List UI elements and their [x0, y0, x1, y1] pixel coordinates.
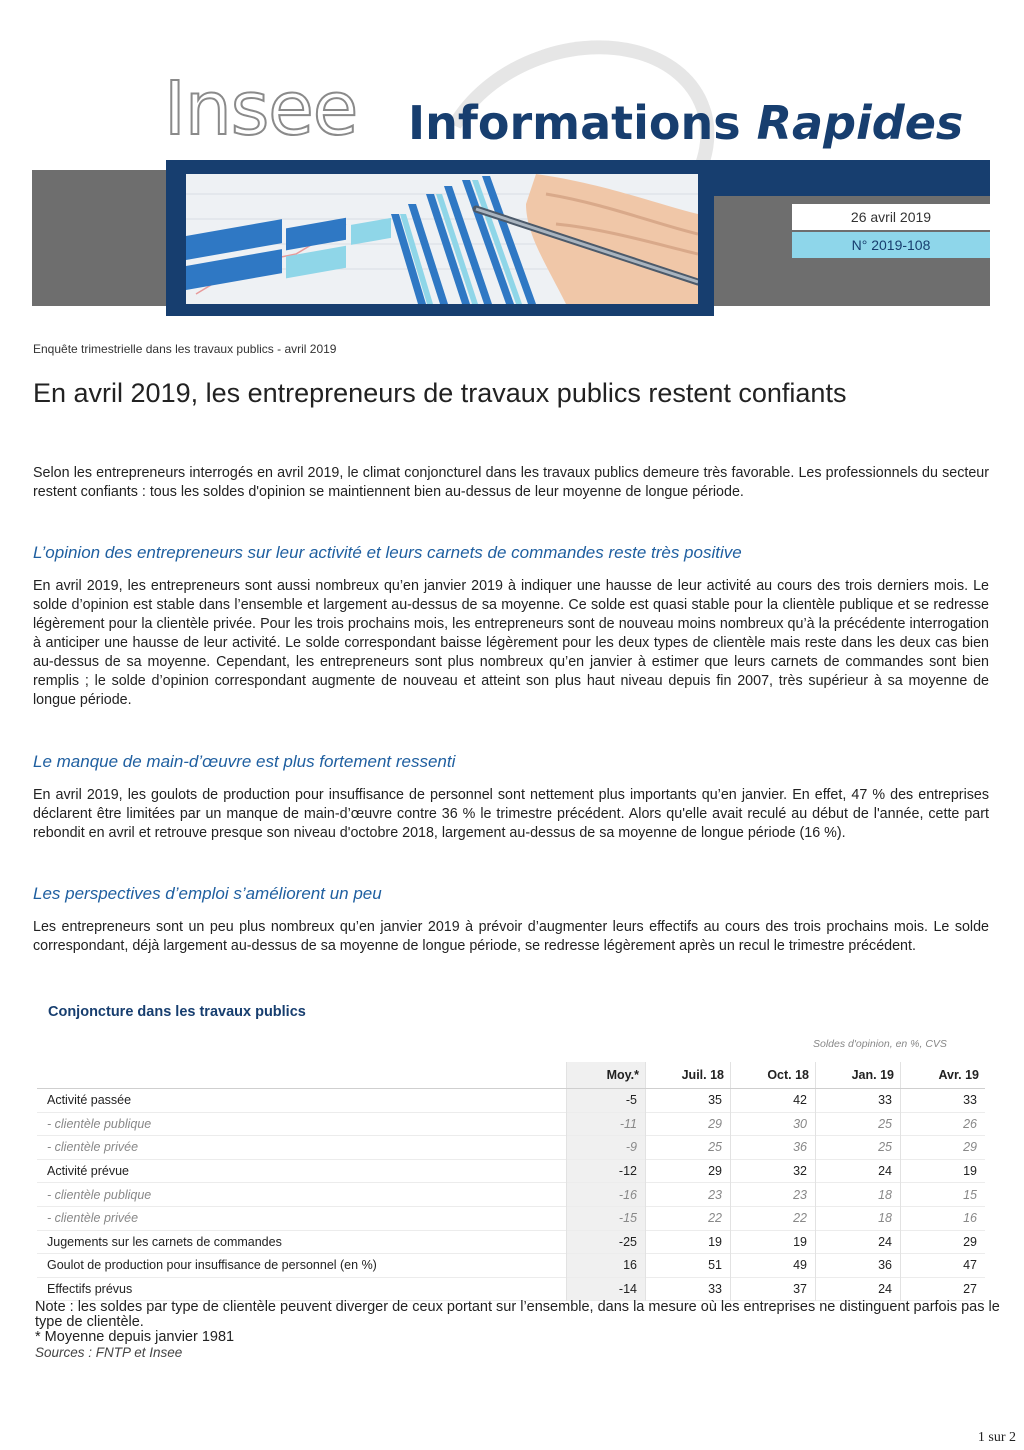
- insee-logo: Insee: [164, 66, 358, 152]
- table-cell: -9: [567, 1136, 646, 1160]
- table-cell: 29: [646, 1159, 731, 1183]
- table-header-row: [37, 1062, 985, 1089]
- average-footnote: * Moyenne depuis janvier 1981: [35, 1329, 235, 1345]
- row-label: - clientèle privée: [37, 1136, 567, 1160]
- table-header-cell: Moy.*: [567, 1062, 646, 1089]
- table-cell: 19: [731, 1230, 816, 1254]
- survey-kicker: Enquête trimestrielle dans les travaux publics - avril 2019: [33, 342, 337, 356]
- table-row: [37, 1206, 985, 1230]
- table-header-label: [37, 1062, 567, 1089]
- table-cell: 33: [816, 1089, 901, 1113]
- table-cell: 24: [816, 1277, 901, 1301]
- intro-paragraph: Selon les entrepreneurs interrogés en avril 2019, le climat conjoncturel dans les travaux publics demeure très favorable. Les professionnels du secteur restent confiants : tous les soldes d'opinion se maintiennent bien au-dessus de leur moyenne de longue période.: [33, 465, 989, 500]
- row-label: Activité prévue: [37, 1159, 567, 1183]
- section-heading-labour: Le manque de main-d’œuvre est plus fortement ressenti: [33, 752, 456, 771]
- table-cell: 18: [816, 1206, 901, 1230]
- table-row: [37, 1112, 985, 1136]
- table-title: Conjoncture dans les travaux publics: [48, 1004, 306, 1020]
- table-cell: 33: [646, 1277, 731, 1301]
- table-row: [37, 1277, 985, 1301]
- page-number: 1 sur 2: [977, 1430, 1016, 1445]
- table-cell: 25: [816, 1112, 901, 1136]
- section-body-activity: En avril 2019, les entrepreneurs sont aussi nombreux qu’en janvier 2019 à indiquer une hausse de leur activité au cours des trois derniers mois. Le solde d’opinion est stable dans l’ensemble et largement au-dessus de sa moyenne. Ce solde est quasi stable pour la clientèle publique et se redresse légèrement pour la clientèle privée. Pour les trois prochains mois, les entrepreneurs sont de nouveau moins nombreux qu’à la précédente interrogation à anticiper une hausse de leur activité. Le solde correspondant baisse légèrement pour les deux types de clientèle mais reste dans les deux cas bien au-dessus de sa moyenne. Cependant, les entrepreneurs sont plus nombreux qu’en janvier à estimer que leurs carnets de commandes sont bien remplis ; le solde d’opinion correspondant augmente de nouveau et atteint son plus haut niveau depuis fin 2007, très supérieur à sa moyenne de longue période.: [33, 578, 989, 708]
- table-cell: 36: [731, 1136, 816, 1160]
- table-row: [37, 1089, 985, 1113]
- publication-number: N° 2019-108: [792, 232, 990, 258]
- table-cell: 25: [816, 1136, 901, 1160]
- table-cell: -12: [567, 1159, 646, 1183]
- table-row: [37, 1254, 985, 1278]
- table-header-cell: Jan. 19: [816, 1062, 901, 1089]
- section-heading-activity: L’opinion des entrepreneurs sur leur activité et leurs carnets de commandes reste très positive: [33, 543, 742, 562]
- header-photo: [186, 174, 698, 304]
- conjuncture-table: [37, 1062, 985, 1301]
- publication-name-regular: Informations: [408, 96, 757, 150]
- table-cell: 47: [901, 1254, 986, 1278]
- table-header-cell: Avr. 19: [901, 1062, 986, 1089]
- table-row: [37, 1230, 985, 1254]
- table-cell: 26: [901, 1112, 986, 1136]
- table-cell: 42: [731, 1089, 816, 1113]
- table-cell: 49: [731, 1254, 816, 1278]
- table-cell: 25: [646, 1136, 731, 1160]
- row-label: Activité passée: [37, 1089, 567, 1113]
- table-cell: 35: [646, 1089, 731, 1113]
- table-cell: 23: [731, 1183, 816, 1207]
- table-cell: 32: [731, 1159, 816, 1183]
- table-cell: 30: [731, 1112, 816, 1136]
- row-label: Effectifs prévus: [37, 1277, 567, 1301]
- table-cell: 24: [816, 1230, 901, 1254]
- table-cell: 33: [901, 1089, 986, 1113]
- table-cell: 24: [816, 1159, 901, 1183]
- row-label: Goulot de production pour insuffisance de personnel (en %): [37, 1254, 567, 1278]
- chart-with-pen-illustration: [186, 174, 698, 304]
- table-cell: 36: [816, 1254, 901, 1278]
- table-body: [37, 1089, 985, 1301]
- table-row: [37, 1159, 985, 1183]
- table-cell: 29: [901, 1230, 986, 1254]
- table-cell: 15: [901, 1183, 986, 1207]
- row-label: - clientèle publique: [37, 1112, 567, 1136]
- table-header-cell: Oct. 18: [731, 1062, 816, 1089]
- table-cell: 22: [646, 1206, 731, 1230]
- table-cell: 29: [646, 1112, 731, 1136]
- table-cell: 16: [901, 1206, 986, 1230]
- article-title: En avril 2019, les entrepreneurs de travaux publics restent confiants: [33, 378, 847, 408]
- table-cell: 16: [567, 1254, 646, 1278]
- publication-name: [408, 96, 964, 150]
- table-cell: -5: [567, 1089, 646, 1113]
- table-cell: 51: [646, 1254, 731, 1278]
- table-cell: 19: [646, 1230, 731, 1254]
- table-unit: Soldes d'opinion, en %, CVS: [813, 1038, 947, 1050]
- row-label: - clientèle publique: [37, 1183, 567, 1207]
- table-cell: -11: [567, 1112, 646, 1136]
- table-header-cell: Juil. 18: [646, 1062, 731, 1089]
- table-row: [37, 1136, 985, 1160]
- table-cell: 29: [901, 1136, 986, 1160]
- table-cell: 27: [901, 1277, 986, 1301]
- table-cell: -14: [567, 1277, 646, 1301]
- row-label: - clientèle privée: [37, 1206, 567, 1230]
- row-label: Jugements sur les carnets de commandes: [37, 1230, 567, 1254]
- table-notes: [35, 1300, 1024, 1360]
- table-cell: 19: [901, 1159, 986, 1183]
- table-cell: -16: [567, 1183, 646, 1207]
- section-body-employment: Les entrepreneurs sont un peu plus nombreux qu’en janvier 2019 à prévoir d’augmenter leurs effectifs au cours des trois prochains mois. Le solde correspondant, déjà largement au-dessus de sa moyenne de longue période, se redresse légèrement après un recul le trimestre précédent.: [33, 919, 989, 954]
- sources-text: Sources : FNTP et Insee: [35, 1345, 183, 1360]
- table-cell: 18: [816, 1183, 901, 1207]
- table-cell: -25: [567, 1230, 646, 1254]
- table-cell: 23: [646, 1183, 731, 1207]
- table-row: [37, 1183, 985, 1207]
- note-text: Note : les soldes par type de clientèle peuvent diverger de ceux portant sur l’ensemble, dans la mesure où les entreprises ne distinguent parfois pas le type de clientèle.: [35, 1299, 1000, 1330]
- table-cell: 37: [731, 1277, 816, 1301]
- section-body-labour: En avril 2019, les goulots de production pour insuffisance de personnel sont nettement plus importants qu’en janvier. En effet, 47 % des entreprises déclarent être limitées par un manque de main-d’œuvre contre 36 % le trimestre précédent. Alors qu'elle avait reculé au début de l'année, cette part rebondit en avril et retrouve presque son niveau d'octobre 2018, largement au-dessus de sa moyenne de longue période (16 %).: [33, 787, 989, 841]
- publication-date: 26 avril 2019: [792, 204, 990, 230]
- table-cell: -15: [567, 1206, 646, 1230]
- table-cell: 22: [731, 1206, 816, 1230]
- publication-name-italic: Rapides: [756, 96, 964, 150]
- section-heading-employment: Les perspectives d’emploi s’améliorent un peu: [33, 884, 382, 903]
